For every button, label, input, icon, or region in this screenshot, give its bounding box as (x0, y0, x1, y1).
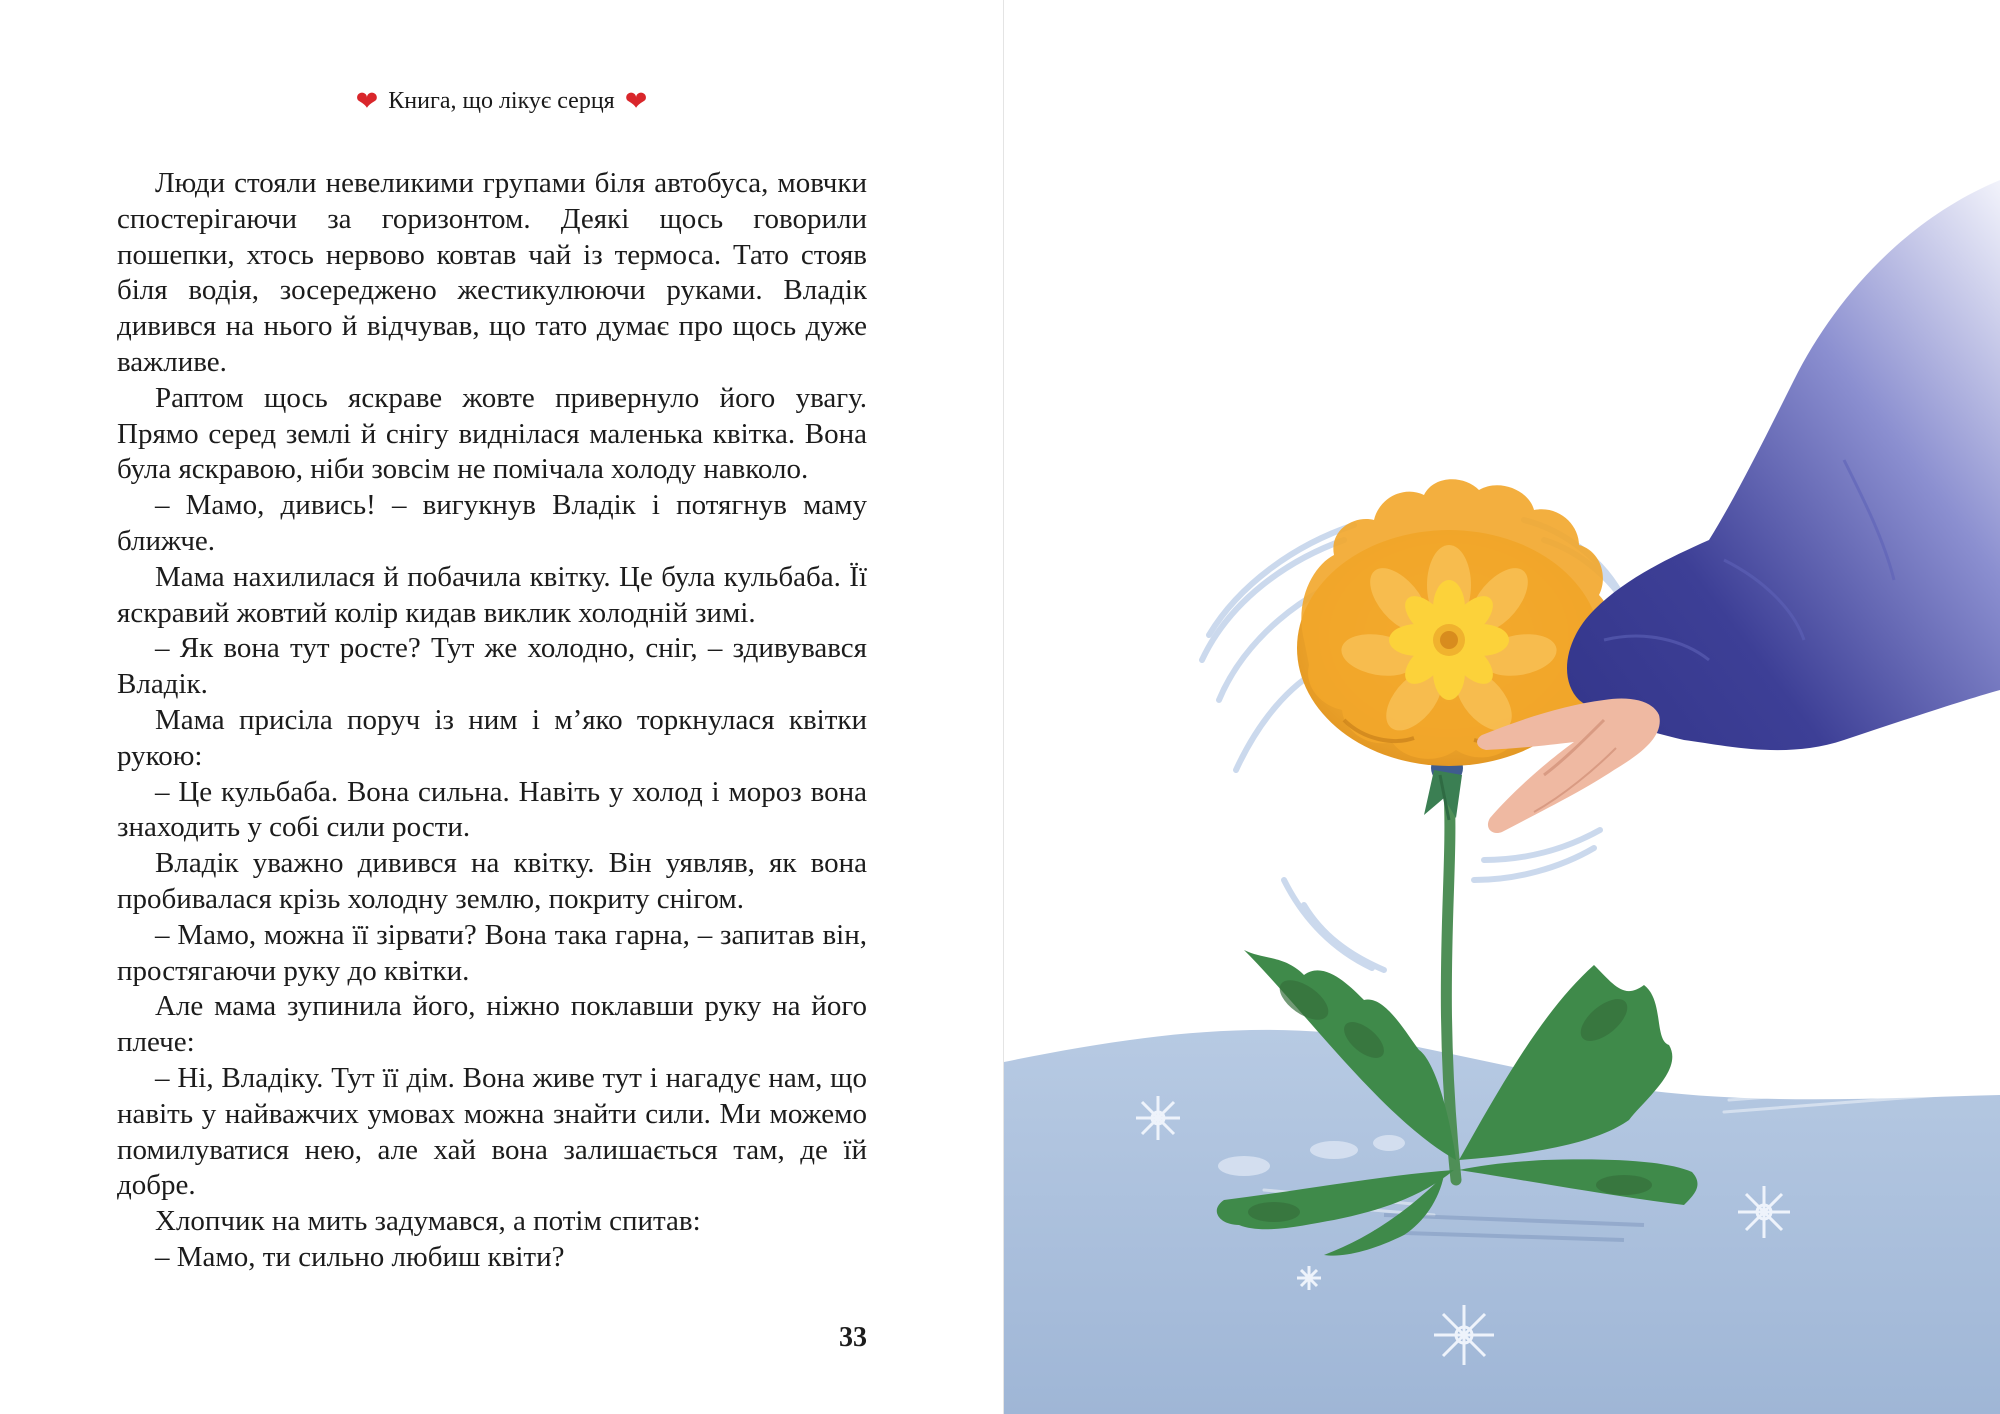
paragraph: – Мамо, можна її зірвати? Вона така гарна, – запитав він, простягаючи руку до квітки. (117, 918, 867, 987)
paragraph: – Мамо, дивись! – вигукнув Владік і потягнув маму ближче. (117, 489, 867, 557)
book-title: Книга, що лікує серця (388, 88, 615, 114)
paragraph: Раптом щось яскраве жовте привернуло його увагу. Прямо серед землі й снігу виднілася маленька квітка. Вона була яскравою, ніби зовсім не помічала холоду навколо. (117, 381, 867, 486)
snowflake-icon (1136, 1096, 1180, 1140)
page-number: 33 (839, 1322, 867, 1353)
running-header (0, 86, 1003, 117)
story-text (117, 166, 867, 1276)
paragraph: Мама нахилилася й побачила квітку. Це була кульбаба. Її яскравий жовтий колір кидав виклик холодній зимі. (117, 560, 867, 629)
child-sleeve (1567, 180, 2000, 750)
paragraph: Люди стояли невеликими групами біля автобуса, мовчки спостерігаючи за горизонтом. Деякі щось говорили пошепки, хтось нервово ковтав чай із термоса. Тато стояв біля водія, зосереджено жестикулюючи руками. Владік дивився на нього й відчував, що тато думає про щось дуже важливе. (117, 167, 867, 378)
heart-icon: ❤ (624, 86, 648, 116)
paragraph: – Ні, Владіку. Тут її дім. Вона живе тут і нагадує нам, що навіть у найважчих умовах можна знайти сили. Ми можемо помилуватися нею, але хай вона залишається там, де їй добре. (117, 1061, 867, 1202)
paragraph: Владік уважно дивився на квітку. Він уявляв, як вона пробивалася крізь холодну землю, покриту снігом. (117, 847, 867, 915)
illustration-page (1004, 0, 2000, 1414)
paragraph: – Як вона тут росте? Тут же холодно, сніг, – здивувався Владік. (117, 632, 867, 701)
paragraph: Мама присіла поруч із ним і м’яко торкнулася квітки рукою: (117, 703, 867, 772)
heart-icon: ❤ (355, 86, 379, 116)
paragraph: – Мамо, ти сильно любиш квіти? (155, 1240, 565, 1273)
paragraph: Хлопчик на мить задумався, а потім спитав: (155, 1205, 701, 1238)
snowflake-icon (1434, 1305, 1494, 1365)
paragraph: Але мама зупинила його, ніжно поклавши руку на його плече: (117, 990, 867, 1059)
dandelion-illustration (1004, 0, 2000, 1414)
paragraph: – Це кульбаба. Вона сильна. Навіть у холод і мороз вона знаходить у собі сили рости. (117, 775, 867, 844)
